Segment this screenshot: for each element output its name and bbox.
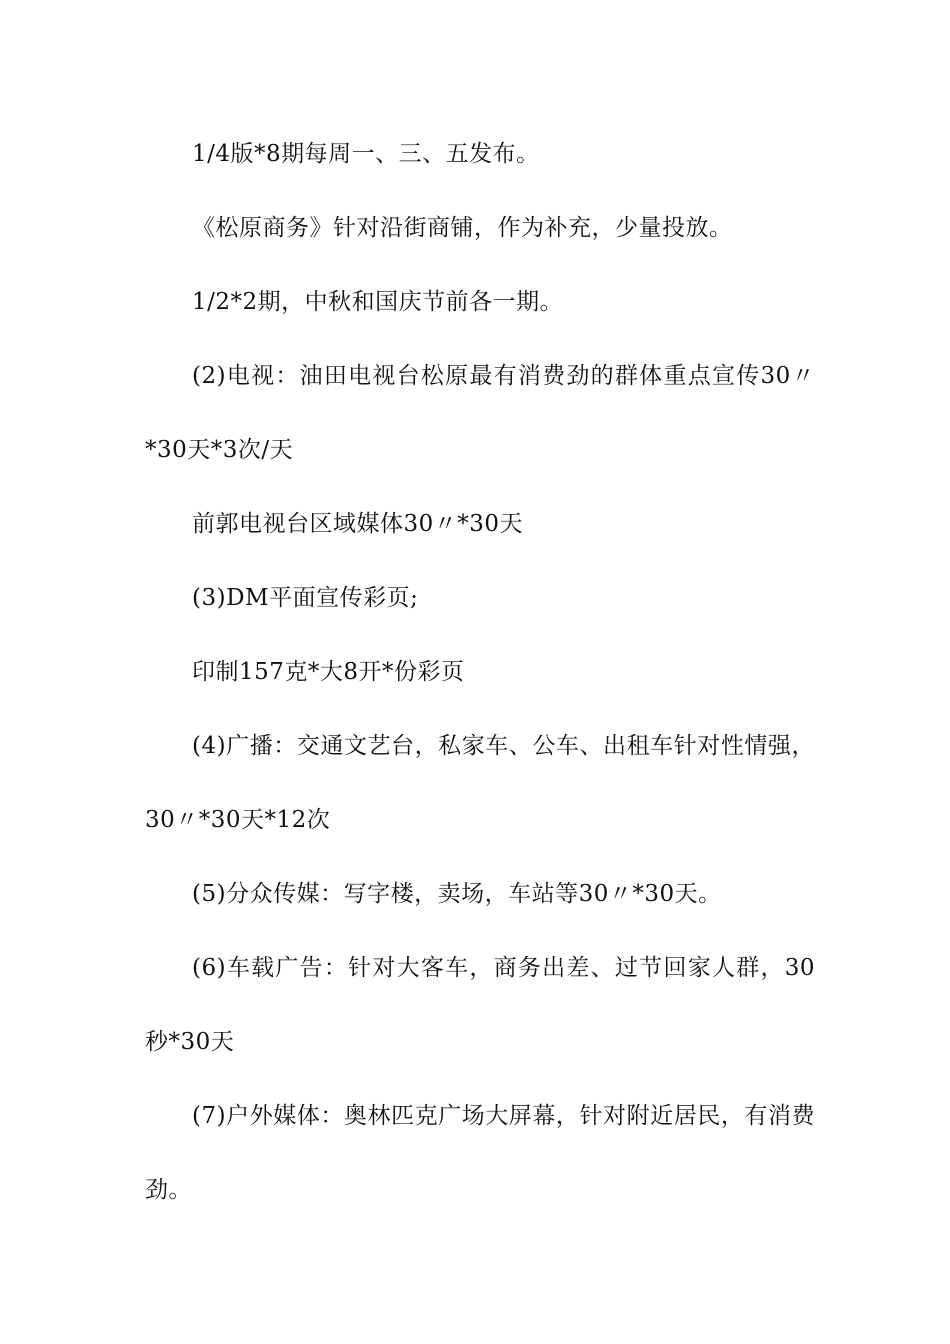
paragraph-dm-flyer: (3)DM平面宣传彩页; bbox=[192, 585, 419, 611]
paragraph-outdoor-media: (7)户外媒体：奥林匹克广场大屏幕，针对附近居民，有消费劲。 bbox=[145, 1103, 815, 1203]
paragraph-radio: (4)广播：交通文艺台，私家车、公车、出租车针对性情强，30〃*30天*12次 bbox=[145, 733, 815, 833]
paragraph-print-schedule: 1/4版*8期每周一、三、五发布。 bbox=[192, 141, 540, 167]
paragraph-songyuan-business: 《松原商务》针对沿街商铺，作为补充，少量投放。 bbox=[192, 215, 733, 241]
paragraph-printing: 印制157克*大8开*份彩页 bbox=[192, 659, 465, 685]
paragraph-qianguo-tv: 前郭电视台区域媒体30〃*30天 bbox=[192, 511, 524, 537]
paragraph-tv: (2)电视：油田电视台松原最有消费劲的群体重点宣传30〃*30天*3次/天 bbox=[145, 363, 815, 463]
paragraph-festival-issues: 1/2*2期，中秋和国庆节前各一期。 bbox=[192, 289, 564, 315]
paragraph-focus-media: (5)分众传媒：写字楼，卖场，车站等30〃*30天。 bbox=[192, 881, 722, 907]
paragraph-vehicle-ads: (6)车载广告：针对大客车，商务出差、过节回家人群，30秒*30天 bbox=[145, 955, 815, 1055]
